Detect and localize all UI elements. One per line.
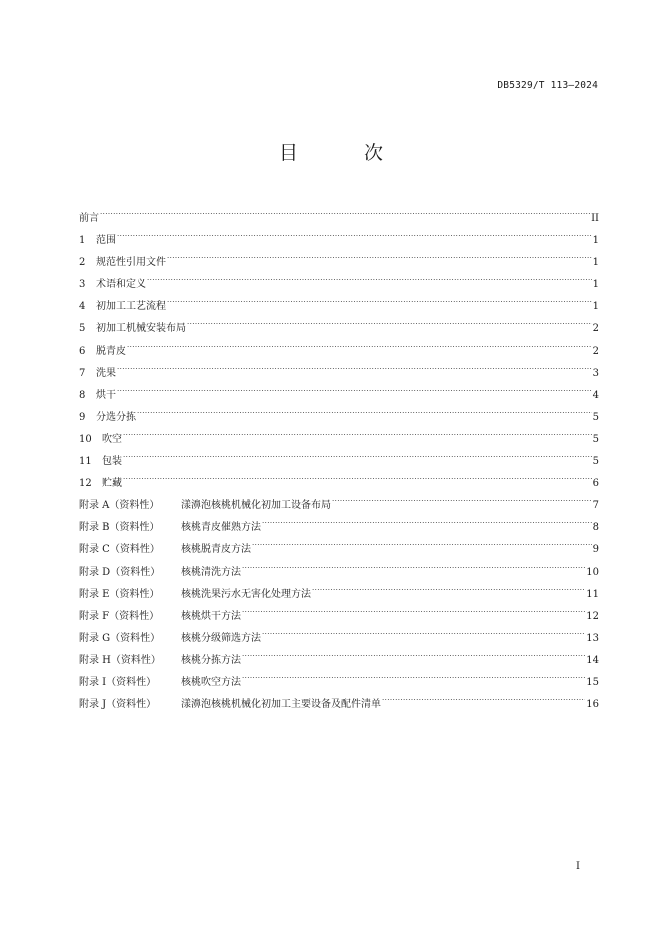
- toc-entry-number: 7: [79, 367, 86, 379]
- toc-leader-dots: [117, 376, 592, 398]
- toc-leader-dots: [123, 442, 592, 464]
- toc-entry-number: 9: [79, 411, 86, 423]
- appendix-page: 9: [592, 544, 599, 556]
- toc-leader-dots: [167, 243, 592, 265]
- toc-entry[interactable]: [79, 332, 599, 357]
- toc-entry-page: II: [591, 213, 599, 224]
- toc-entry-title: 初加工工艺流程: [96, 301, 166, 313]
- toc-leader-dots: [382, 685, 585, 707]
- toc-leader-dots: [242, 553, 585, 575]
- table-of-contents: [79, 199, 599, 711]
- appendix-title: 核桃脱青皮方法: [181, 544, 251, 556]
- toc-leader-dots: [123, 464, 592, 486]
- toc-entry-page: 2: [592, 323, 599, 335]
- toc-leader-dots: [262, 508, 592, 530]
- toc-entry[interactable]: [79, 376, 599, 401]
- toc-entry-page: 1: [592, 279, 599, 291]
- appendix-page: 16: [586, 699, 599, 711]
- toc-entry-title: 贮藏: [102, 478, 122, 490]
- appendix-label: 附录 E（资料性）: [79, 588, 160, 600]
- appendix-page: 10: [586, 566, 599, 578]
- toc-leader-dots: [242, 597, 585, 619]
- toc-leader-dots: [147, 265, 592, 287]
- toc-leader-dots: [312, 575, 585, 597]
- toc-leader-dots: [167, 287, 592, 309]
- appendix-title: 核桃青皮催熟方法: [181, 522, 261, 534]
- appendix-title: 核桃烘干方法: [181, 610, 241, 622]
- appendix-page: 8: [592, 522, 599, 534]
- appendix-label: 附录 F（资料性）: [79, 610, 160, 622]
- appendix-label: 附录 I（资料性）: [79, 676, 157, 688]
- toc-entry-number: 1: [79, 235, 86, 247]
- toc-entry-number: 5: [79, 323, 86, 335]
- appendix-label: 附录 H（资料性）: [79, 654, 161, 666]
- toc-leader-dots: [117, 221, 592, 243]
- toc-entry-title: 前言: [79, 213, 99, 224]
- appendix-label: 附录 B（资料性）: [79, 522, 160, 534]
- appendix-page: 15: [586, 676, 599, 688]
- toc-entry[interactable]: [79, 442, 599, 468]
- appendix-title: 核桃分拣方法: [181, 654, 241, 666]
- appendix-page: 7: [592, 500, 599, 512]
- toc-entry-page: 1: [592, 301, 599, 313]
- toc-entry-page: 1: [592, 257, 599, 269]
- appendix-label: 附录 A（资料性）: [79, 500, 160, 512]
- toc-appendix-entry[interactable]: [79, 486, 599, 512]
- toc-entry[interactable]: [79, 287, 599, 313]
- appendix-title: 核桃吹空方法: [181, 676, 241, 688]
- toc-entry[interactable]: [79, 464, 599, 490]
- toc-leader-dots: [127, 332, 592, 354]
- toc-entry-title: 洗果: [96, 367, 116, 379]
- appendix-page: 14: [586, 654, 599, 666]
- toc-leader-dots: [123, 420, 592, 442]
- toc-entry-title: 脱青皮: [96, 345, 126, 357]
- toc-entry[interactable]: [79, 354, 599, 379]
- toc-entry-title: 吹空: [102, 433, 122, 445]
- toc-entry-title: 范围: [96, 235, 116, 247]
- toc-leader-dots: [262, 619, 585, 641]
- toc-entry-number: 3: [79, 279, 86, 291]
- appendix-title: 核桃洗果污水无害化处理方法: [181, 588, 311, 600]
- toc-entry-number: 10: [79, 433, 92, 445]
- toc-entry-title: 规范性引用文件: [96, 257, 166, 269]
- toc-entry-title: 包装: [102, 456, 122, 468]
- toc-entry-number: 11: [79, 456, 92, 468]
- toc-entry-number: 4: [79, 301, 86, 313]
- appendix-page: 12: [586, 610, 599, 622]
- appendix-title: 漾濞泡核桃机械化初加工主要设备及配件清单: [181, 699, 381, 711]
- appendix-label: 附录 J（资料性）: [79, 699, 157, 711]
- toc-entry[interactable]: [79, 420, 599, 445]
- appendix-page: 13: [586, 632, 599, 644]
- toc-entry-title: 初加工机械安装布局: [96, 323, 186, 335]
- page-number: I: [576, 861, 580, 872]
- toc-entry[interactable]: [79, 221, 599, 247]
- document-code: DB5329/T 113—2024: [497, 80, 598, 91]
- toc-entry-page: 4: [592, 389, 599, 401]
- toc-entry-page: 5: [592, 433, 599, 445]
- toc-entry-foreword[interactable]: [79, 199, 599, 224]
- toc-leader-dots: [137, 398, 592, 420]
- toc-entry[interactable]: [79, 398, 599, 423]
- appendix-page: 11: [586, 588, 599, 600]
- toc-entry-title: 烘干: [96, 389, 116, 401]
- appendix-label: 附录 D（资料性）: [79, 566, 161, 578]
- toc-entry-page: 6: [592, 478, 599, 490]
- appendix-label: 附录 G（资料性）: [79, 632, 161, 644]
- toc-entry-number: 2: [79, 257, 86, 269]
- toc-leader-dots: [242, 663, 585, 685]
- toc-entry-number: 6: [79, 345, 86, 357]
- appendix-title: 核桃清洗方法: [181, 566, 241, 578]
- toc-entry-page: 5: [592, 411, 599, 423]
- toc-entry[interactable]: [79, 265, 599, 291]
- appendix-label: 附录 C（资料性）: [79, 544, 160, 556]
- toc-entry-page: 1: [592, 235, 599, 247]
- toc-entry-title: 术语和定义: [96, 279, 146, 291]
- toc-entry-number: 12: [79, 478, 92, 490]
- toc-entry-page: 5: [592, 456, 599, 468]
- page-title: 目 次: [278, 142, 414, 164]
- toc-leader-dots: [117, 354, 592, 376]
- appendix-title: 漾濞泡核桃机械化初加工设备布局: [181, 500, 331, 512]
- toc-entry-number: 8: [79, 389, 86, 401]
- toc-entry[interactable]: [79, 243, 599, 269]
- toc-leader-dots: [100, 199, 590, 221]
- toc-leader-dots: [332, 486, 592, 508]
- toc-entry-page: 3: [592, 367, 599, 379]
- toc-leader-dots: [242, 641, 585, 663]
- appendix-title: 核桃分级筛选方法: [181, 632, 261, 644]
- toc-leader-dots: [252, 530, 592, 552]
- toc-leader-dots: [187, 309, 592, 331]
- toc-entry-title: 分选分拣: [96, 411, 136, 423]
- toc-entry-page: 2: [592, 345, 599, 357]
